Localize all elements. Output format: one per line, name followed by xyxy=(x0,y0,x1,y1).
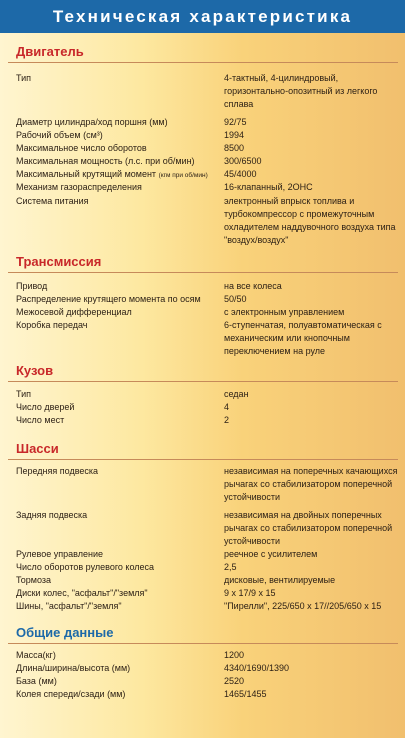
spec-label: Число мест xyxy=(16,415,65,425)
spec-label: Максимальное число оборотов xyxy=(16,143,147,153)
spec-value: с электронным управлением xyxy=(224,307,345,317)
spec-value: 4-тактный, 4-цилиндровый, горизонтально-опозитный из легкого сплава xyxy=(224,73,378,109)
spec-value: реечное с усилителем xyxy=(224,549,318,559)
spec-value: 300/6500 xyxy=(224,156,262,166)
spec-label: Диски колес, "асфальт"/"земля" xyxy=(16,588,148,598)
section-divider xyxy=(8,381,398,382)
section-divider xyxy=(8,272,398,273)
spec-value: 45/4000 xyxy=(224,169,257,179)
spec-value: дисковые, вентилируемые xyxy=(224,575,336,585)
spec-value: седан xyxy=(224,389,249,399)
spec-label: Рабочий объем (см³) xyxy=(16,130,103,140)
spec-value: 4340/1690/1390 xyxy=(224,663,290,673)
spec-value: 4 xyxy=(224,402,230,412)
spec-label: Число оборотов рулевого колеса xyxy=(16,562,155,572)
page-title: Техническая характеристика xyxy=(52,6,353,26)
spec-label: Межосевой дифференциал xyxy=(16,307,132,317)
spec-value: 1994 xyxy=(224,130,245,140)
spec-label: База (мм) xyxy=(16,676,57,686)
spec-label: Рулевое управление xyxy=(16,549,103,559)
section-heading-engine: Двигатель xyxy=(16,44,84,59)
spec-value: независимая на поперечных качающихся рычагах со стабилизатором поперечной устойчивости xyxy=(224,466,398,502)
spec-value: 8500 xyxy=(224,143,245,153)
spec-value: 16-клапанный, 2ОНС xyxy=(224,182,313,192)
spec-value: 92/75 xyxy=(224,117,247,127)
spec-value: на все колеса xyxy=(224,281,282,291)
spec-label-unit: (кгм при об/мин) xyxy=(158,172,208,179)
spec-value: "Пирелли", 225/650 х 17//205/650 х 15 xyxy=(224,601,382,611)
spec-label xyxy=(16,169,208,179)
section-heading-body: Кузов xyxy=(16,363,54,378)
spec-label: Диаметр цилиндра/ход поршня (мм) xyxy=(16,117,168,127)
spec-label: Тип xyxy=(16,389,32,399)
spec-value: 1465/1455 xyxy=(224,689,267,699)
section-divider xyxy=(8,459,398,460)
spec-label: Колея спереди/сзади (мм) xyxy=(16,689,126,699)
spec-label: Тормоза xyxy=(16,575,52,585)
spec-value: независимая на двойных поперечных рычагах со стабилизатором поперечной устойчивости xyxy=(224,510,393,546)
spec-label: Максимальная мощность (л.с. при об/мин) xyxy=(16,156,195,166)
section-heading-transmission: Трансмиссия xyxy=(16,254,102,269)
title-bar xyxy=(0,0,405,33)
spec-label: Шины, "асфальт"/"земля" xyxy=(16,601,122,611)
spec-value: 2,5 xyxy=(224,562,237,572)
spec-label: Коробка передач xyxy=(16,320,88,330)
section-divider xyxy=(8,643,398,644)
spec-label-text: Максимальный крутящий момент xyxy=(16,169,157,179)
spec-value: 1200 xyxy=(224,650,245,660)
spec-label: Длина/ширина/высота (мм) xyxy=(16,663,131,673)
spec-value: 6-ступенчатая, полуавтоматическая с механическим или кнопочным переключением на руле xyxy=(224,320,382,356)
spec-label: Число дверей xyxy=(16,402,75,412)
spec-label: Распределение крутящего момента по осям xyxy=(16,294,201,304)
spec-value: 2 xyxy=(224,415,230,425)
spec-label: Передняя подвеска xyxy=(16,466,99,476)
spec-label: Механизм газораспределения xyxy=(16,182,142,192)
spec-label: Масса(кг) xyxy=(16,650,56,660)
spec-value: 9 х 17/9 х 15 xyxy=(224,588,276,598)
spec-value: электронный впрыск топлива и турбокомпрессор с промежуточным охладителем наддувочного воздуха типа "воздух/воздух" xyxy=(224,196,396,245)
spec-value: 2520 xyxy=(224,676,245,686)
spec-label: Тип xyxy=(16,73,32,83)
spec-label: Система питания xyxy=(16,196,89,206)
spec-label: Привод xyxy=(16,281,48,291)
section-heading-general: Общие данные xyxy=(16,625,114,640)
spec-value: 50/50 xyxy=(224,294,247,304)
spec-label: Задняя подвеска xyxy=(16,510,88,520)
section-heading-chassis: Шасси xyxy=(16,441,59,456)
section-divider xyxy=(8,62,398,63)
